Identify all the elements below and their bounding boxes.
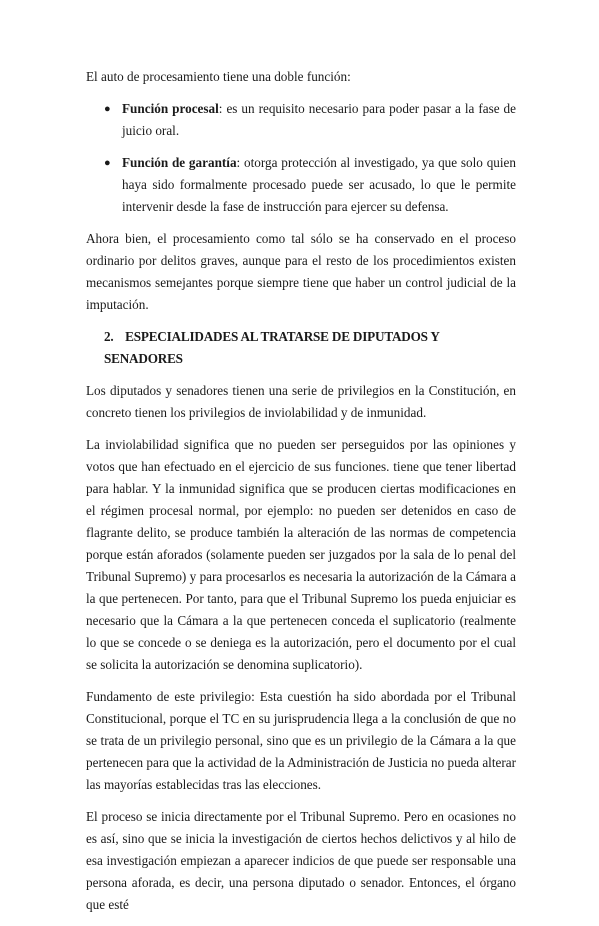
list-item-term: Función procesal bbox=[122, 101, 219, 116]
function-list bbox=[86, 98, 516, 218]
body-paragraph: La inviolabilidad significa que no pueden ser perseguidos por las opiniones y votos que han efectuado en el ejercicio de sus funciones. tiene que tener libertad para hablar. Y la inmunidad significa que se producen ciertas modificaciones en el régimen procesal normal, por ejemplo: no pueden ser detenidos en caso de flagrante delito, se produce también la alteración de las normas de competencia porque están aforados (solamente pueden ser juzgados por la sala de lo penal del Tribunal Supremo) y para procesarlos es necesaria la autorización de la Cámara a la que pertenecen. Por tanto, para que el Tribunal Supremo los pueda enjuiciar es necesario que la Cámara a la que pertenecen conceda el suplicatorio (realmente lo que se concede o se deniega es la autorización, pero el documento por el cual se solicita la autorización se denomina suplicatorio). bbox=[86, 437, 516, 672]
list-item-text: : otorga protección al investigado, ya que solo quien haya sido formalmente procesado puede ser acusado, lo que le permite intervenir desde la fase de instrucción para ejercer su defensa. bbox=[122, 155, 516, 214]
bullet-icon: ● bbox=[104, 157, 111, 169]
intro-paragraph: El auto de procesamiento tiene una doble función: bbox=[86, 69, 351, 84]
section-number: 2. bbox=[104, 329, 114, 344]
body-paragraph: Fundamento de este privilegio: Esta cuestión ha sido abordada por el Tribunal Constitucional, porque el TC en su jurisprudencia llega a la conclusión de que no se trata de un privilegio personal, sino que es un privilegio de la Cámara a la que pertenecen para que la actividad de la Administración de Justicia no pueda alterar las mayorías establecidas tras las elecciones. bbox=[86, 689, 516, 792]
list-item-text: : es un requisito necesario para poder pasar a la fase de juicio oral. bbox=[122, 101, 516, 138]
section-title: ESPECIALIDADES AL TRATARSE DE DIPUTADOS Y SENADORES bbox=[104, 329, 440, 366]
body-paragraph: El proceso se inicia directamente por el Tribunal Supremo. Pero en ocasiones no es así, sino que se inicia la investigación de ciertos hechos delictivos y al hilo de esa investigación empiezan a aparecer indicios de que puede ser responsable una persona aforada, es decir, una persona diputado o senador. Entonces, el órgano que esté bbox=[86, 809, 516, 912]
bullet-icon: ● bbox=[104, 103, 111, 115]
page-content bbox=[86, 66, 516, 926]
section-heading bbox=[86, 326, 516, 370]
body-paragraph: Los diputados y senadores tienen una serie de privilegios en la Constitución, en concreto tienen los privilegios de inviolabilidad y de inmunidad. bbox=[86, 383, 516, 420]
list-item bbox=[86, 98, 516, 142]
list-item-term: Función de garantía bbox=[122, 155, 237, 170]
procesamiento-paragraph: Ahora bien, el procesamiento como tal sólo se ha conservado en el proceso ordinario por delitos graves, aunque para el resto de los procedimientos existen mecanismos semejantes porque siempre tiene que haber un control judicial de la imputación. bbox=[86, 231, 516, 312]
list-item bbox=[86, 152, 516, 218]
